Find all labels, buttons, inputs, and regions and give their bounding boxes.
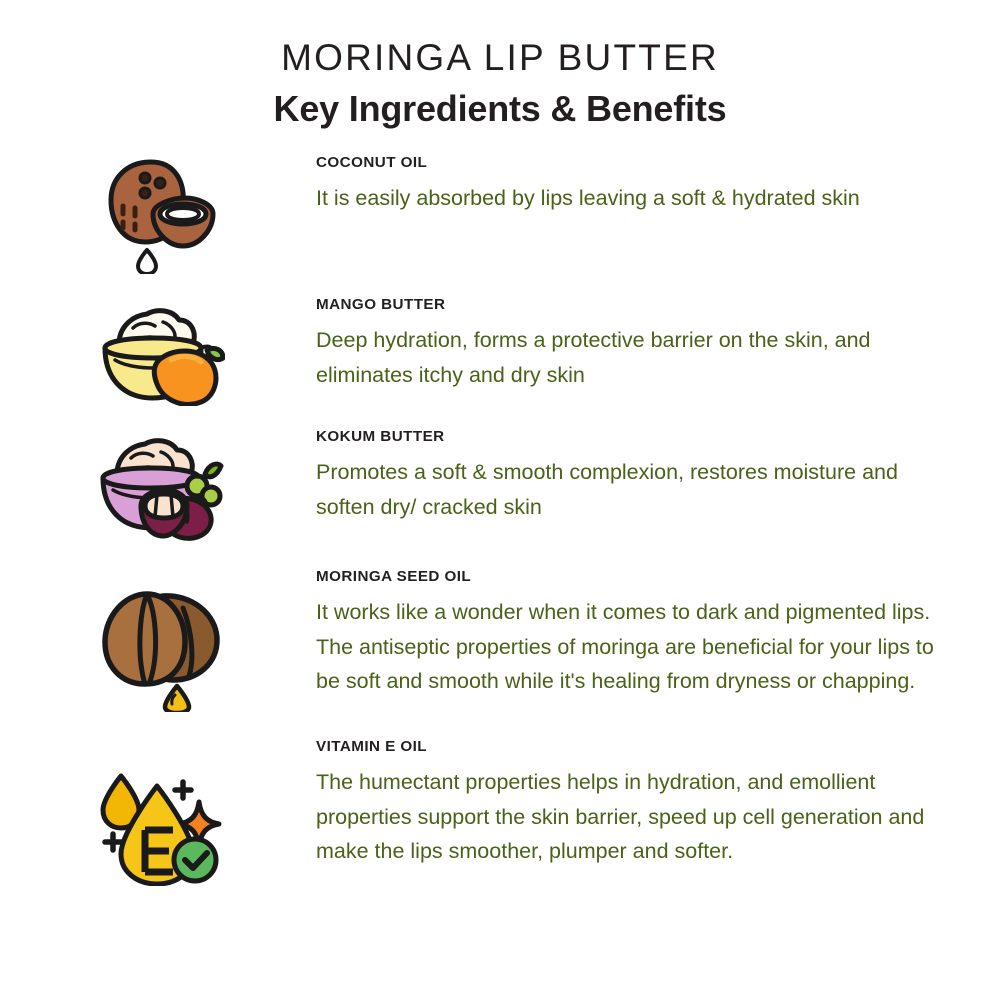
ingredient-name: MORINGA SEED OIL xyxy=(316,568,472,586)
ingredient-description: Promotes a soft & smooth complexion, restores moisture and soften dry/ cracked skin xyxy=(316,459,898,519)
moringa-text-cell xyxy=(316,568,986,699)
ingredient-name: MANGO BUTTER xyxy=(316,296,446,314)
ingredient-description: It is easily absorbed by lips leaving a soft & hydrated skin xyxy=(316,185,860,210)
moringa-seed-icon xyxy=(99,586,223,712)
ingredient-name: KOKUM BUTTER xyxy=(316,428,445,446)
coconut-icon xyxy=(105,156,217,274)
kokum-text-cell xyxy=(316,428,986,524)
page-subtitle: Key Ingredients & Benefits xyxy=(273,87,727,129)
coconut-icon-cell xyxy=(0,154,316,274)
kokum-butter-bowl-icon xyxy=(97,434,225,544)
list-item xyxy=(0,738,986,886)
ingredient-name: VITAMIN E OIL xyxy=(316,738,428,756)
list-item xyxy=(0,154,986,274)
vitamin-e-text-cell xyxy=(316,738,986,869)
page-title: MORINGA LIP BUTTER xyxy=(281,37,719,78)
kokum-butter-icon-cell xyxy=(0,428,316,544)
ingredient-description: It works like a wonder when it comes to dark and pigmented lips. The antiseptic properties of moringa are beneficial for your lips to be soft and smooth while it's healing from dryness or chapping. xyxy=(316,599,934,694)
vitamin-e-icon-cell xyxy=(0,738,316,886)
vitamin-e-droplet-icon xyxy=(99,768,223,886)
list-item xyxy=(0,428,986,544)
header xyxy=(0,0,1000,132)
mango-butter-icon-cell xyxy=(0,296,316,406)
mango-butter-bowl-icon xyxy=(97,302,225,406)
ingredient-description: Deep hydration, forms a protective barrier on the skin, and eliminates itchy and dry skin xyxy=(316,327,871,387)
ingredient-description: The humectant properties helps in hydration, and emollient properties support the skin barrier, speed up cell generation and make the lips smoother, plumper and softer. xyxy=(316,769,925,864)
coconut-text-cell xyxy=(316,154,986,215)
moringa-seed-icon-cell xyxy=(0,568,316,712)
list-item xyxy=(0,568,986,712)
ingredient-list xyxy=(0,154,1000,886)
ingredient-name: COCONUT OIL xyxy=(316,154,428,172)
mango-text-cell xyxy=(316,296,986,392)
list-item xyxy=(0,296,986,406)
